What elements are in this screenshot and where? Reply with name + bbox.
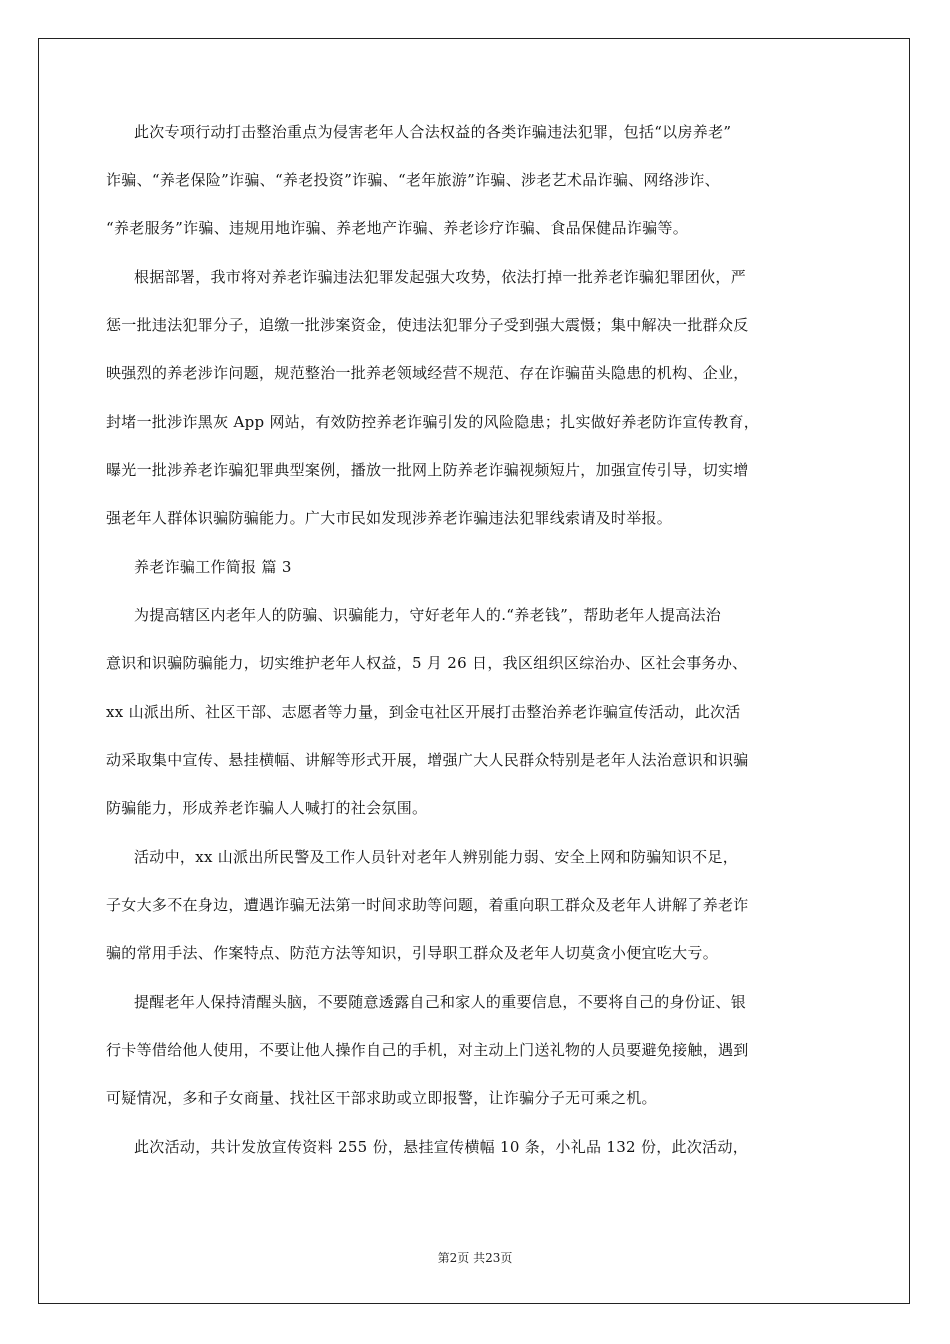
text-line: “养老服务”诈骗、违规用地诈骗、养老地产诈骗、养老诊疗诈骗、食品保健品诈骗等。 [106, 219, 689, 237]
text-line: 提醒老年人保持清醒头脑，不要随意透露自己和家人的重要信息，不要将自己的身份证、银 [134, 993, 747, 1011]
section-heading: 养老诈骗工作简报 篇 3 [134, 558, 292, 576]
text-line: 曝光一批涉养老诈骗犯罪典型案例，播放一批网上防养老诈骗视频短片，加强宣传引导，切实增 [106, 461, 749, 479]
text-line: 此次活动，共计发放宣传资料 255 份，悬挂宣传横幅 10 条，小礼品 132 份，此次活动， [134, 1138, 749, 1156]
text-line: 防骗能力，形成养老诈骗人人喊打的社会氛围。 [106, 799, 428, 817]
text-line: 封堵一批涉诈黑灰 App 网站，有效防控养老诈骗引发的风险隐患；扎实做好养老防诈宣传教育， [106, 413, 760, 431]
text-line: 可疑情况，多和子女商量、找社区干部求助或立即报警，让诈骗分子无可乘之机。 [106, 1089, 657, 1107]
text-line: 此次专项行动打击整治重点为侵害老年人合法权益的各类诈骗违法犯罪，包括“以房养老” [134, 123, 732, 141]
text-line: 行卡等借给他人使用，不要让他人操作自己的手机，对主动上门送礼物的人员要避免接触，遇到 [106, 1041, 749, 1059]
text-line: 子女大多不在身边，遭遇诈骗无法第一时间求助等问题，着重向职工群众及老年人讲解了养老诈 [106, 896, 749, 914]
page-indicator: 第2页 共23页 [437, 1251, 513, 1265]
text-line: 动采取集中宣传、悬挂横幅、讲解等形式开展，增强广大人民群众特别是老年人法治意识和识骗 [106, 751, 749, 769]
text-line: 为提高辖区内老年人的防骗、识骗能力，守好老年人的.“养老钱”，帮助老年人提高法治 [134, 606, 722, 624]
text-line: 强老年人群体识骗防骗能力。广大市民如发现涉养老诈骗违法犯罪线索请及时举报。 [106, 509, 673, 527]
text-line: 骗的常用手法、作案特点、防范方法等知识，引导职工群众及老年人切莫贪小便宜吃大亏。 [106, 944, 719, 962]
text-line: 活动中，xx 山派出所民警及工作人员针对老年人辨别能力弱、安全上网和防骗知识不足， [134, 848, 738, 866]
text-line: 根据部署，我市将对养老诈骗违法犯罪发起强大攻势，依法打掉一批养老诈骗犯罪团伙，严 [134, 268, 747, 286]
text-line: 映强烈的养老涉诈问题，规范整治一批养老领域经营不规范、存在诈骗苗头隐患的机构、企业， [106, 364, 749, 382]
text-line: xx 山派出所、社区干部、志愿者等力量，到金屯社区开展打击整治养老诈骗宣传活动，此次活 [106, 703, 741, 721]
text-line: 意识和识骗防骗能力，切实维护老年人权益，5 月 26 日，我区组织区综治办、区社会事务办、 [106, 654, 748, 672]
text-line: 诈骗、“养老保险”诈骗、“养老投资”诈骗、“老年旅游”诈骗、涉老艺术品诈骗、网络涉诈、 [106, 171, 720, 189]
text-line: 惩一批违法犯罪分子，追缴一批涉案资金，使违法犯罪分子受到强大震慑；集中解决一批群众反 [106, 316, 749, 334]
